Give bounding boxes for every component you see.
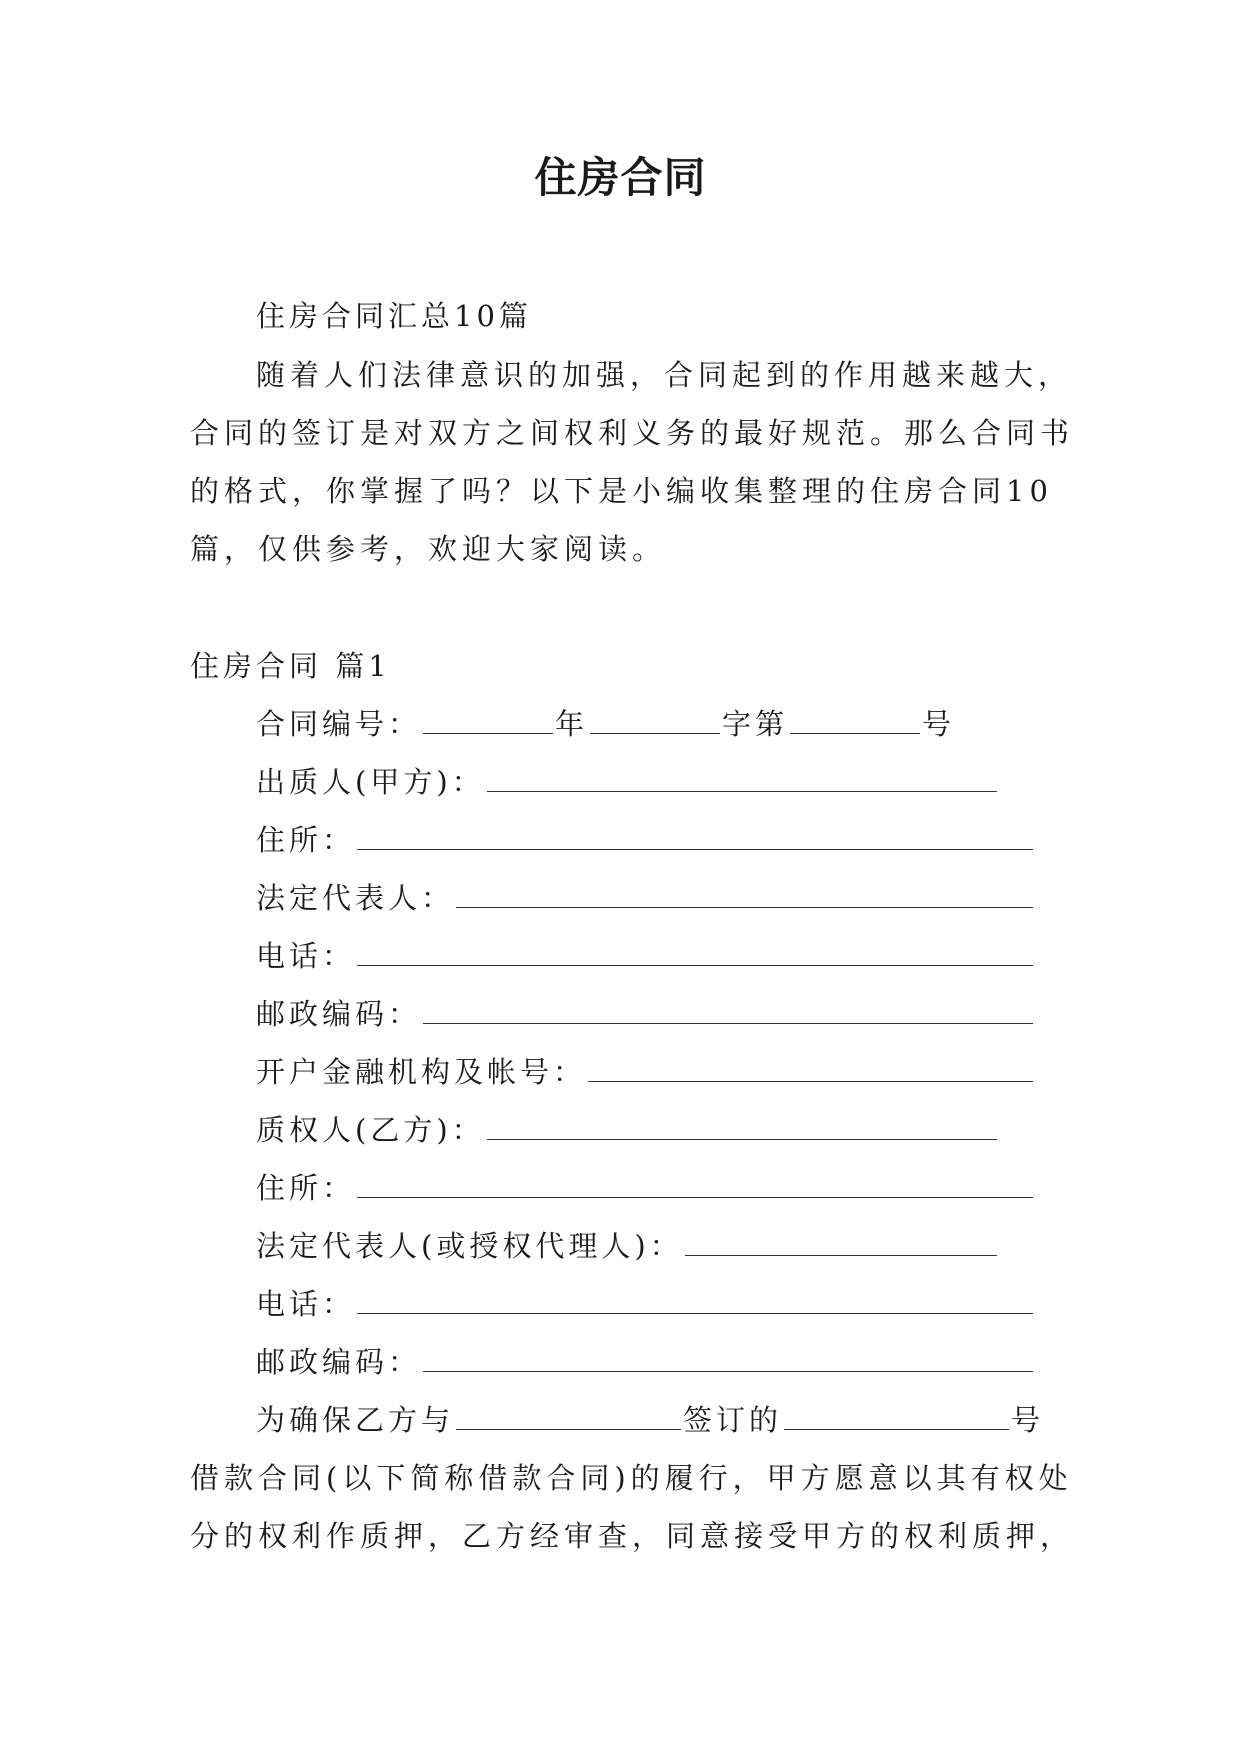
field-label: 开户金融机构及帐号： xyxy=(256,1055,587,1089)
field-blank[interactable] xyxy=(685,1227,997,1256)
body-line-2: 借款合同(以下简称借款合同)的履行，甲方愿意以其有权处 xyxy=(190,1461,1073,1495)
field-blank[interactable] xyxy=(357,1169,1033,1198)
field-blank[interactable] xyxy=(423,1343,1033,1372)
section-title: 住房合同 篇1 xyxy=(190,649,391,683)
field-label: 住所： xyxy=(256,1171,356,1205)
field-label: 邮政编码： xyxy=(256,1345,422,1379)
collection-heading: 住房合同汇总10篇 xyxy=(256,299,532,333)
contract-number-label: 合同编号： xyxy=(256,707,422,741)
field-label: 法定代表人： xyxy=(256,881,455,915)
field-row xyxy=(256,994,1035,1034)
intro-line-3: 的格式，你掌握了吗？以下是小编收集整理的住房合同10 xyxy=(190,474,1053,508)
intro-line-4: 篇，仅供参考，欢迎大家阅读。 xyxy=(190,532,667,566)
contract-number-row xyxy=(256,704,955,744)
document-title: 住房合同 xyxy=(534,153,707,202)
field-row xyxy=(256,1052,1035,1092)
field-row xyxy=(256,820,1035,860)
field-row xyxy=(256,878,1035,918)
field-label: 电话： xyxy=(256,939,356,973)
field-row xyxy=(256,762,999,802)
field-blank[interactable] xyxy=(357,937,1033,966)
field-label: 出质人(甲方)： xyxy=(256,765,485,799)
intro-line-2: 合同的签订是对双方之间权利义务的最好规范。那么合同书 xyxy=(190,416,1075,450)
body-text: 签订的 xyxy=(683,1403,783,1437)
contract-no-blank[interactable] xyxy=(784,1401,1009,1430)
field-row xyxy=(256,1110,999,1150)
field-label: 住所： xyxy=(256,823,356,857)
field-label: 质权人(乙方)： xyxy=(256,1113,485,1147)
body-line-1 xyxy=(256,1400,1044,1440)
field-row xyxy=(256,1226,999,1266)
field-blank[interactable] xyxy=(357,821,1033,850)
body-line-3: 分的权利作质押，乙方经审查，同意接受甲方的权利质押， xyxy=(190,1519,1075,1553)
body-text: 号 xyxy=(1011,1403,1045,1437)
field-row xyxy=(256,936,1035,976)
field-row xyxy=(256,1342,1035,1382)
field-row xyxy=(256,1168,1035,1208)
contract-number-blank-3[interactable] xyxy=(790,705,920,734)
field-label: 邮政编码： xyxy=(256,997,422,1031)
field-blank[interactable] xyxy=(423,995,1033,1024)
field-blank[interactable] xyxy=(588,1053,1033,1082)
body-text: 为确保乙方与 xyxy=(256,1403,455,1437)
contract-number-blank-1[interactable] xyxy=(423,705,553,734)
field-blank[interactable] xyxy=(487,763,997,792)
intro-line-1: 随着人们法律意识的加强，合同起到的作用越来越大， xyxy=(256,358,1073,392)
field-blank[interactable] xyxy=(456,879,1033,908)
contract-zidi-label: 字第 xyxy=(722,707,789,741)
field-blank[interactable] xyxy=(487,1111,997,1140)
field-label: 电话： xyxy=(256,1287,356,1321)
contract-year-label: 年 xyxy=(555,707,589,741)
contract-number-blank-2[interactable] xyxy=(590,705,720,734)
field-blank[interactable] xyxy=(357,1285,1033,1314)
field-row xyxy=(256,1284,1035,1324)
party-blank[interactable] xyxy=(456,1401,681,1430)
field-label: 法定代表人(或授权代理人)： xyxy=(256,1229,683,1263)
contract-hao-label: 号 xyxy=(922,707,956,741)
